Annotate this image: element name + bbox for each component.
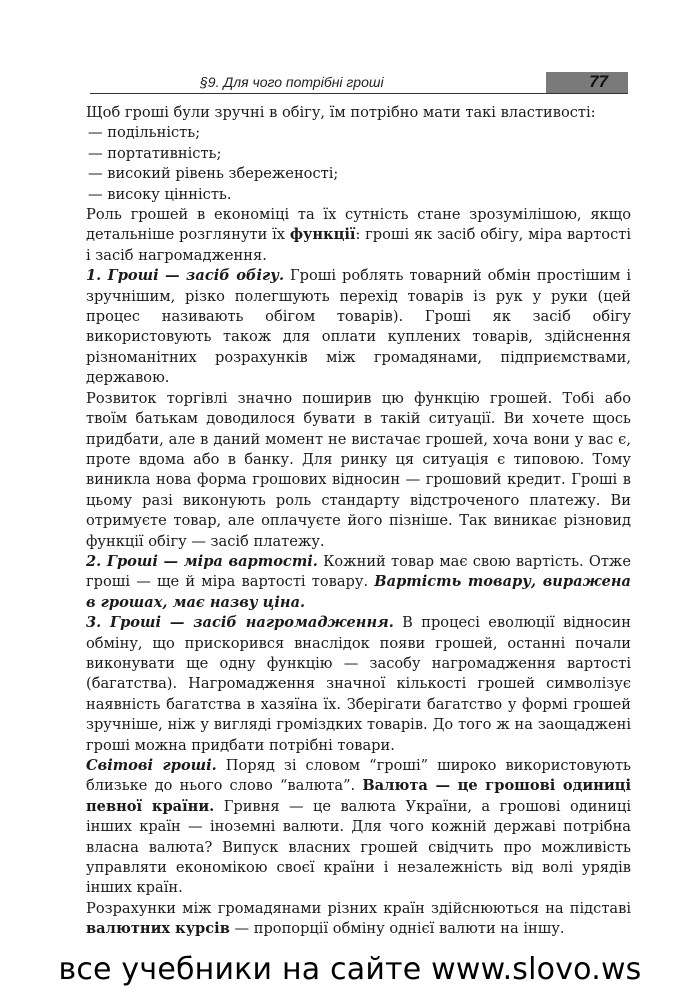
world-money-heading: Світові гроші.	[86, 757, 217, 774]
exchange-rates-term: валютних курсів	[86, 920, 230, 938]
property-item: — подільність;	[88, 124, 201, 142]
function-1-paragraph	[86, 266, 631, 388]
function-2-text: Кожний товар має свою вартість. Отже гроші — ще й міра вартості товару.	[86, 552, 631, 591]
section-title: §9. Для чого потрібні гроші	[200, 74, 384, 90]
role-text-end: : гроші як засіб обігу, міра вартості і засіб нагромадження.	[86, 226, 631, 264]
footer-caption: все учебники на сайте www.slovo.ws	[58, 952, 642, 987]
functions-term: функції	[289, 226, 356, 244]
rates-paragraph	[86, 899, 631, 940]
page-number: 77	[589, 72, 608, 91]
role-text: Роль грошей в економіці та їх сутність стане зрозумілішою, якщо детальніше розглянути їх	[86, 206, 631, 244]
property-item: — високу цінність.	[88, 185, 232, 203]
currency-definition: Валюта — це грошові одиниці певної країни.	[86, 777, 631, 815]
intro-paragraph: Щоб гроші були зручні в обігу, їм потрібно мати такі властивості:	[86, 104, 596, 121]
header-rule	[90, 93, 628, 94]
world-money-text-2: Гривня — це валюта України, а грошові одиниці інших країн — іноземні валюти. Для чого кожній державі потрібна власна валюта? Випуск власних грошей свідчить про можливість управляти економікою своєї країни і незалежність від волі урядів інших країн.	[86, 797, 631, 897]
world-money-text: Поряд зі словом “гроші” широко використовують близьке до нього слово “валюта”.	[86, 757, 631, 795]
function-1-text: Гроші роблять товарний обмін простішим і зручнішим, різко полегшують перехід товарів із рук у руки (цей процес називають обігом товарів). Гроші як засіб обігу використовують також для оплати куплених товарів, здійснення різноманітних розрахунків між громадянами, підприємствами, державою.	[86, 267, 631, 387]
price-definition: Вартість товару, виражена в грошах, має назву ціна.	[86, 573, 631, 611]
world-money-paragraph	[86, 756, 631, 899]
page-number-box	[546, 72, 628, 93]
role-paragraph	[86, 205, 631, 266]
function-3-heading: 3. Гроші — засіб нагромадження.	[86, 614, 394, 632]
property-item: — портативність;	[88, 144, 222, 162]
page-header	[90, 72, 628, 94]
function-1-heading: 1. Гроші — засіб обігу.	[86, 267, 285, 285]
page-body	[86, 103, 631, 940]
function-2-heading: 2. Гроші — міра вартості.	[86, 552, 318, 570]
credit-paragraph: Розвиток торгівлі значно поширив цю функцію грошей. Тобі або твоїм батькам доводилося бувати в такій ситуації. Ви хочете щось придбати, але в даний момент не вистачає грошей, хоча вони у вас є, проте вдома або в банку. Для ринку ця ситуація є типовою. Тому виникла нова форма грошових відносин — грошовий кредит. Гроші в цьому разі виконують роль стандарту відстроченого платежу. Ви отримуєте товар, але оплачуєте його пізніше. Так виникає різновид функції обігу — засіб платежу.	[86, 389, 631, 550]
function-3-paragraph	[86, 613, 631, 756]
function-3-text: В процесі еволюції відносин обміну, що прискорився внаслідок появи грошей, останні почали виконувати ще одну функцію — засобу нагромадження вартості (багатства). Нагромадження значної кількості грошей символізує наявність багатства в хазяїна їх. Зберігати багатство у формі грошей зручніше, ніж у вигляді громіздких товарів. До того ж на заощаджені гроші можна придбати потрібні товари.	[86, 614, 631, 754]
function-2-paragraph	[86, 552, 631, 613]
property-item: — високий рівень збереженості;	[88, 165, 339, 183]
rates-text-end: — пропорції обміну однієї валюти на іншу.	[229, 920, 565, 938]
rates-text: Розрахунки між громадянами різних країн здійснюються на підставі	[86, 899, 631, 917]
